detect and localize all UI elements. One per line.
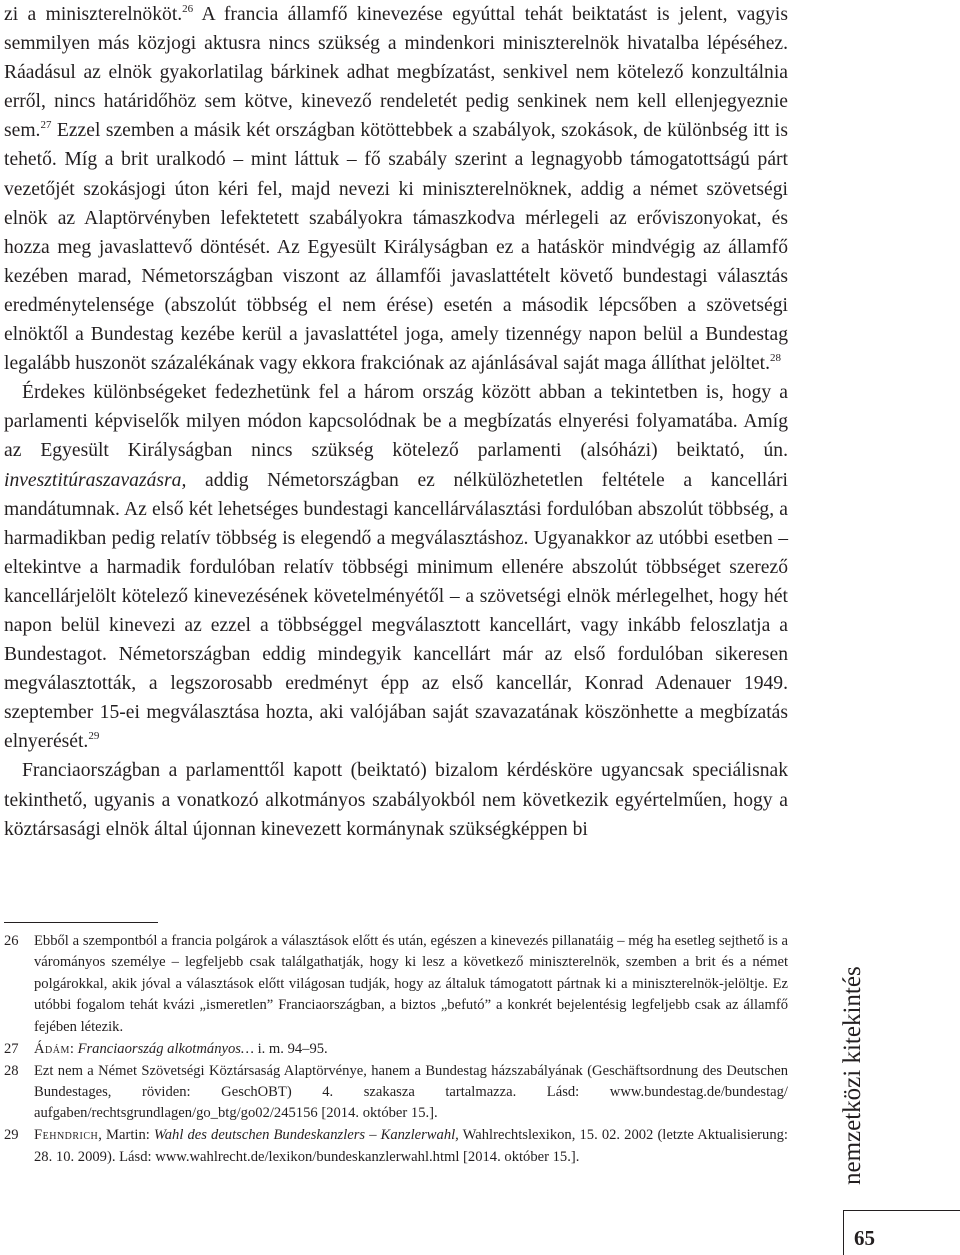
paragraph-3: Franciaországban a parlamenttől kapott (beiktató) bizalom kérdésköre ugyancsak speciálisnak tekinthető, ugyanis a vonatkozó alkotmányos szabályokból nem következik egyértelműen, hogy a köztársasági elnök által újonnan kinevezett kormánynak szükségképpen bi bbox=[4, 760, 788, 840]
footnote-author: Fehndrich bbox=[34, 1127, 99, 1144]
footnote-ref-28[interactable]: 28 bbox=[769, 352, 781, 365]
footnote-ref-26[interactable]: 26 bbox=[182, 3, 194, 15]
page-corner-rule bbox=[843, 1210, 844, 1255]
section-label: nemzetközi kitekintés bbox=[839, 966, 866, 1185]
footnote-ref-29[interactable]: 29 bbox=[88, 730, 100, 743]
footnote-author: Ádám bbox=[34, 1040, 70, 1057]
page-number: 65 bbox=[854, 1226, 875, 1250]
italic-term: invesztitúraszavazásra, bbox=[4, 469, 187, 491]
page-number-box bbox=[843, 1210, 960, 1255]
footnote-text: Ebből a szempontból a francia polgárok a választások előtt és után, egészen a kinevezés pillanatáig – még ha esetleg sejthető is a várományos személye – legfeljebb csak találgathatják, hogy ki lesz a következő miniszterelnök, szemben a brit és a német polgárokkal, akik jóval a választások előtt világosan tudják, hogy az általuk támogatott pártnak ki a miniszterelnök-jelöltje. Ez utóbbi fogalom tehát kvázi „ismeretlen” Franciaországban, a biztos „befutó” a konkrét bejelentésig legfeljebb csak az államfő fejében létezik. bbox=[34, 933, 788, 1035]
footnote-divider bbox=[4, 922, 158, 923]
footnote-number: 29 bbox=[4, 1127, 19, 1144]
footnote-text bbox=[34, 1125, 788, 1168]
text-run: : bbox=[69, 1040, 78, 1057]
text-run: zi a miniszterelnököt. bbox=[4, 4, 183, 25]
footnote-title: Franciaország alkotmányos… bbox=[77, 1040, 254, 1057]
text-run: Érdekes különbségeket fedezhetünk fel a három ország között abban a tekintetben is, hogy a parlamenti képviselők milyen módon kapcsolódnak be a megbízatás elnyerési folyamatába. Amíg az Egyesült Királyságban nincs szükség kötelező parlamenti (alsóházi) beiktató, ún. bbox=[4, 382, 788, 462]
paragraph-1 bbox=[4, 0, 788, 378]
page-corner-rule bbox=[843, 1210, 960, 1211]
footnote-number: 26 bbox=[4, 933, 19, 949]
section-label-wrap bbox=[823, 955, 883, 1185]
footnotes bbox=[4, 931, 788, 1169]
footnote-26 bbox=[4, 931, 788, 1038]
main-text bbox=[4, 0, 788, 844]
footnote-27 bbox=[4, 1039, 788, 1060]
footnote-ref-27[interactable]: 27 bbox=[40, 119, 52, 132]
text-run: Ezzel szemben a másik két országban kötöttebbek a szabályok, szokások, de különbség itt is tehető. Míg a brit uralkodó – mint láttuk – fő szabály szerint a legnagyobb támogatottságú párt vezetőjét szokásjogi úton kéri fel, majd nevezi ki miniszterelnöknek, addig a német szövetségi elnök az Alaptörvényben lefektetett szabályokra támaszkodva mérlegeli az erőviszonyokat, és hozza meg javaslattevő döntését. Az Egyesült Királyságban ez a hatáskör mindvégig az államfő kezében marad, Németországban viszont az államfői javaslattételt követő bundestagi választás eredménytelensége (abszolút többség el nem érése) esetén a második lépcsőben a szövetségi elnöktől a Bundestag kezébe kerül a javaslattétel joga, amely tizennégy napon belül a Bundestag legalább huszonöt százalékának vagy ekkora frakciónak az ajánlásával saját maga állíthat jelöltet. bbox=[4, 120, 788, 375]
footnote-text: Ezt nem a Német Szövetségi Köztársaság Alaptörvénye, hanem a Bundestag házszabályának (Geschäftsordnung des Deutschen Bundestages, röviden: GeschOBT) 4. szakasza tartalmazza. Lásd: www.bundestag.de/bundestag/ aufgaben/rechtsgrundlagen/go_btg/go02/245156 [2014. október 15.]. bbox=[34, 1062, 788, 1122]
footnote-title: Wahl des deutschen Bundeskanzlers – Kanzlerwahl, bbox=[153, 1127, 459, 1144]
footnote-number: 27 bbox=[4, 1040, 19, 1057]
text-run: addig Németországban ez nélkülözhetetlen feltétele a kancellári mandátumnak. Az első két lehetséges bundestagi kancellárválasztási fordulóban abszolút többség, a harmadikban pedig relatív többség is elegendő a megválasztáshoz. Ugyanakkor az utóbbi esetben – eltekintve a harmadik fordulóban relatív többségi minimum ellenére abszolút többséget szerező kancellárjelölt kötelező kinevezésének követelményétől – a szövetségi elnök mérlegelhet, hogy hét napon belül kinevezi az ezzel a többséggel megválasztott kancellárt, vagy inkább feloszlatja a Bundestagot. Németországban eddig mindegyik kancellárt már az első fordulóban sikeresen megválasztották, a legszorosabb eredményt épp az első kancellár, Konrad Adenauer 1949. szeptember 15-ei megválasztása hozta, aki valójában saját szavazatának köszönhette a megbízatás elnyerését. bbox=[4, 469, 788, 753]
text-run: Wahlrechtslexikon, 15. 02. 2002 (letzte Aktualisierung: 28. 10. 2009). Lásd: www.wahlrecht.de/lexikon/bundeskanzlerwahl.html [2014. október 15.]. bbox=[34, 1127, 788, 1165]
text-run: A francia államfő kinevezése egyúttal tehát beiktatást is jelent, vagyis semmilyen más közjogi aktusra nincs szükség a mindenkori miniszterelnök hivatalba lépéséhez. Ráadásul az elnök gyakorlatilag bárkinek adhat megbízatást, senkivel nem kötelező konzultálnia erről, nincs határidőhöz sem kötve, kinevező rendeletét pedig senkinek nem kell ellenjegyeznie sem. bbox=[4, 4, 788, 142]
section-sidebar bbox=[823, 955, 883, 1185]
footnote-28 bbox=[4, 1061, 788, 1125]
footnote-29 bbox=[4, 1125, 788, 1168]
footnote-text bbox=[34, 1039, 788, 1060]
text-run: i. m. 94–95. bbox=[253, 1040, 328, 1057]
footnote-number: 28 bbox=[4, 1062, 19, 1079]
paragraph-2 bbox=[4, 378, 788, 756]
text-run: , Martin: bbox=[98, 1127, 154, 1144]
